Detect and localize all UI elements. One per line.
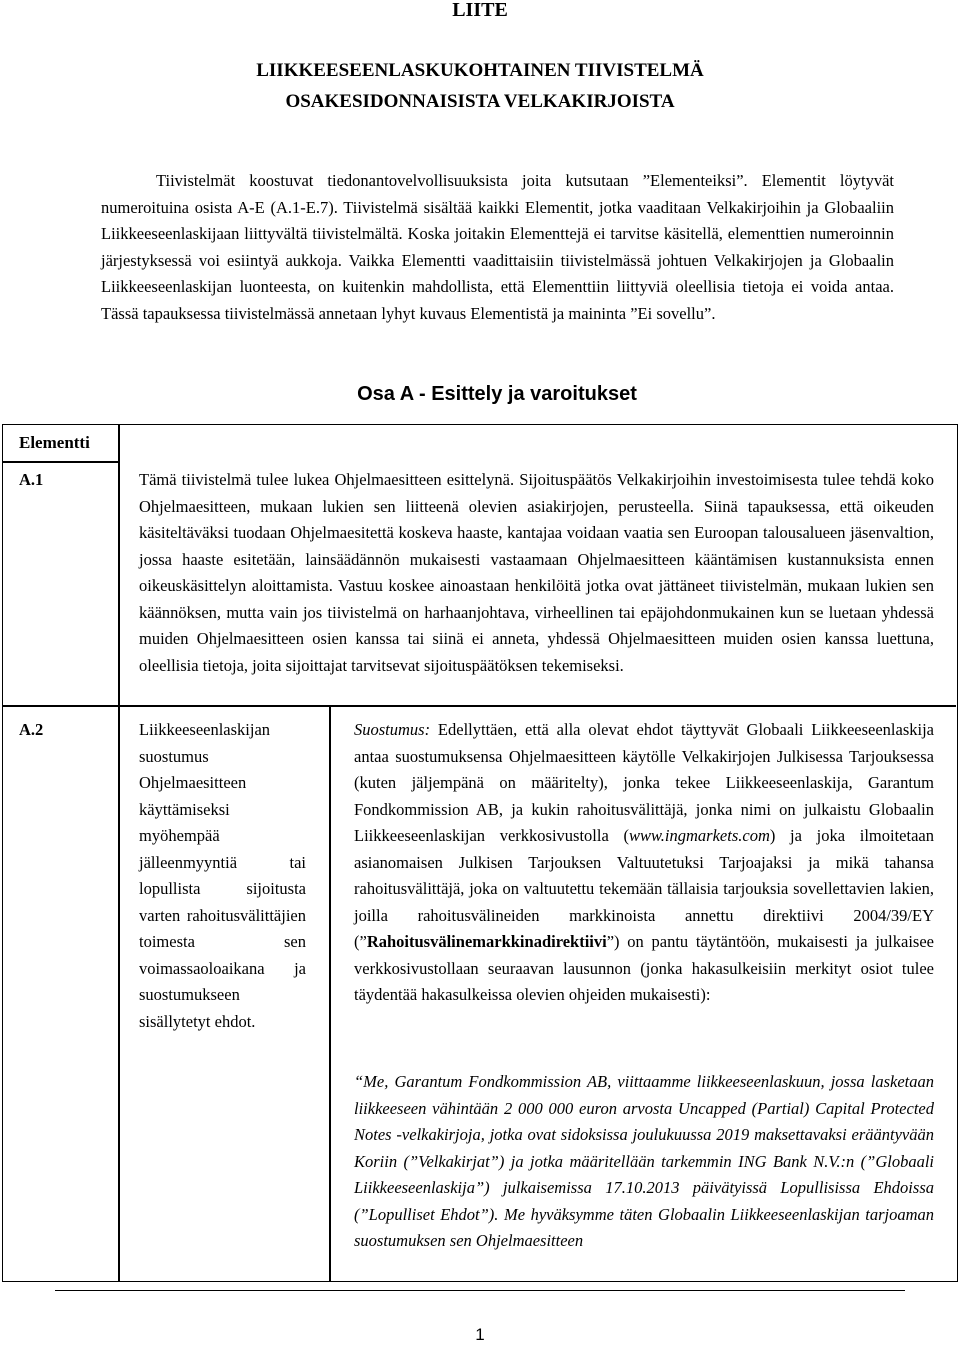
- row-divider: [3, 705, 956, 707]
- element-a2-content: [354, 717, 934, 1009]
- element-a1-content: Tämä tiivistelmä tulee lukea Ohjelmaesitteen esittelynä. Sijoituspäätös Velkakirjoihin investoimisesta tulee tehdä koko Ohjelmaesitteen, mukaan lukien sen liitteenä olevien asiakirjojen, perusteella. Siinä tapauksessa, että oikeuden käsiteltäväksi tuodaan Ohjelmaesitettä koskeva haaste, kantajaa voidaan vaatia sen Euroopan talousalueen jäsenvaltion, jossa haaste esitetään, lainsäädännön mukaisesti vastaamaan Ohjelmaesitteen kääntämisen kustannuksista ennen oikeuskäsittelyn aloittamista. Vastuu koskee ainoastaan henkilöitä jotka ovat jättäneet tiivistelmän, mukaan lukien sen käännöksen, mutta vain jos tiivistelmä on harhaanjohtava, virheellinen tai epäjohdonmukainen kun se luetaan yhdessä muiden Ohjelmaesitteen osien kanssa tai siinä ei anneta, yhdessä Ohjelmaesitteen muiden osien kanssa luettuna, oleellisia tietoja, joita sijoittajat tarvitsevat sijoituspäätöksen tekemiseksi.: [139, 470, 934, 675]
- document-title-text: LIIKKEESEENLASKUKOHTAINEN TIIVISTELMÄ OSAKESIDONNAISISTA VELKAKIRJOISTA: [256, 60, 704, 112]
- consent-text-part3: ”) on pantu täytäntöön, mukaisesti ja julkaisee verkkosivustollaan seuraavan lausunnon (jonka hakasulkeisiin merkityt osiot tulee täydentää hakasulkeissa olevien ohjeiden mukaisesti):: [354, 932, 934, 1004]
- intro-paragraph: Tiivistelmät koostuvat tiedonantovelvollisuuksista joita kutsutaan ”Elementeiksi”. Elementit löytyvät numeroituina osista A-E (A.1-E.7). Tiivistelmä sisältää kaikki Elementit, jotka vaaditaan Velkakirjoihin ja Globaaliin Liikkeeseenlaskijaan liittyvältä tiivistelmältä. Koska joitakin Elementtejä ei tarvitse käsitellä, elementtien numeroinnin järjestyksessä voi esiintyä aukkoja. Vaikka Elementti vaadittaisiin tiivistelmässä johtuen Velkakirjojen ja Globaalin Liikkeeseenlaskijan luonteesta, on kuitenkin mahdollista, että Elementtiin liittyviä oleellisia tietoja ei voida antaa. Tässä tapauksessa tiivistelmässä annetaan lyhyt kuvaus Elementistä ja maininta ”Ei sovellu”.: [101, 171, 894, 323]
- section-heading: Osa A - Esittely ja varoitukset: [357, 383, 637, 405]
- consent-text-part1: Edellyttäen, että alla olevat ehdot täyttyvät Globaali Liikkeeseenlaskija antaa suostumuksensa Ohjelmaesitteen käytölle Velkakirjojen Julkisessa Tarjouksessa (kuten jäljempänä on määritelty), jonka tekee Liikkeeseenlaskija, Garantum Fondkommission AB, ja kukin rahoitusvälittäjä, jonka nimi on julkaistu Globaalin Liikkeeseenlaskijan verkkosivustolla (: [354, 720, 934, 845]
- column-divider: [118, 425, 120, 1281]
- document-title: [0, 55, 960, 117]
- element-a2-quote: “Me, Garantum Fondkommission AB, viittaamme liikkeeseenlaskuun, jossa lasketaan liikkeeseen vähintään 2 000 000 euron arvosta Uncapped (Partial) Capital Protected Notes -velkakirjoja, jotka ovat sidoksissa joulukuussa 2019 maksettavaksi erääntyvään Koriin (”Velkakirjat”) ja jotka määritellään tarkemmin ING Bank N.V.:n (”Globaali Liikkeeseenlaskija”) julkaisemissa 17.10.2013 päivätyissä Lopullisissa Ehdoissa (”Lopulliset Ehdot”). Me hyväksymme täten Globaalin Liikkeeseenlaskijan tarjoaman suostumuksen sen Ohjelmaesitteen: [354, 1072, 934, 1250]
- consent-lead: Suostumus:: [354, 720, 431, 739]
- element-id-a1: A.1: [19, 470, 44, 489]
- page-number: 1: [475, 1325, 485, 1344]
- consent-text-part2: ) ja joka ilmoitetaan asianomaisen Julkisen Tarjouksen Valtuutetuksi Tarjoajaksi ja mikä tahansa rahoitusvälittäjä, joka on valtuutettu tekemään tällaisia tarjouksia sovellettavien lakien, joilla rahoitusvälineiden markkinoista annettu direktiivi 2004/39/EY (”: [354, 826, 934, 951]
- column-header-elementti: Elementti: [19, 433, 90, 452]
- issuer-website-link[interactable]: www.ingmarkets.com: [629, 826, 770, 845]
- element-a2-label: Liikkeeseenlaskijan suostumus Ohjelmaesitteen käyttämiseksi myöhempää jälleenmyyntiä tai lopullista sijoitusta varten rahoitusvälittäjien toimesta sen voimassaoloaikana ja suostumukseen sisällytetyt ehdot.: [139, 720, 306, 1031]
- directive-term: Rahoitusvälinemarkkinadirektiivi: [366, 932, 607, 951]
- summary-table: [2, 424, 958, 1282]
- element-id-a2: A.2: [19, 720, 44, 739]
- page-title: LIITE: [452, 0, 508, 21]
- a2-label-divider: [329, 705, 331, 1281]
- header-divider: [3, 461, 118, 463]
- footer-rule: [55, 1290, 905, 1291]
